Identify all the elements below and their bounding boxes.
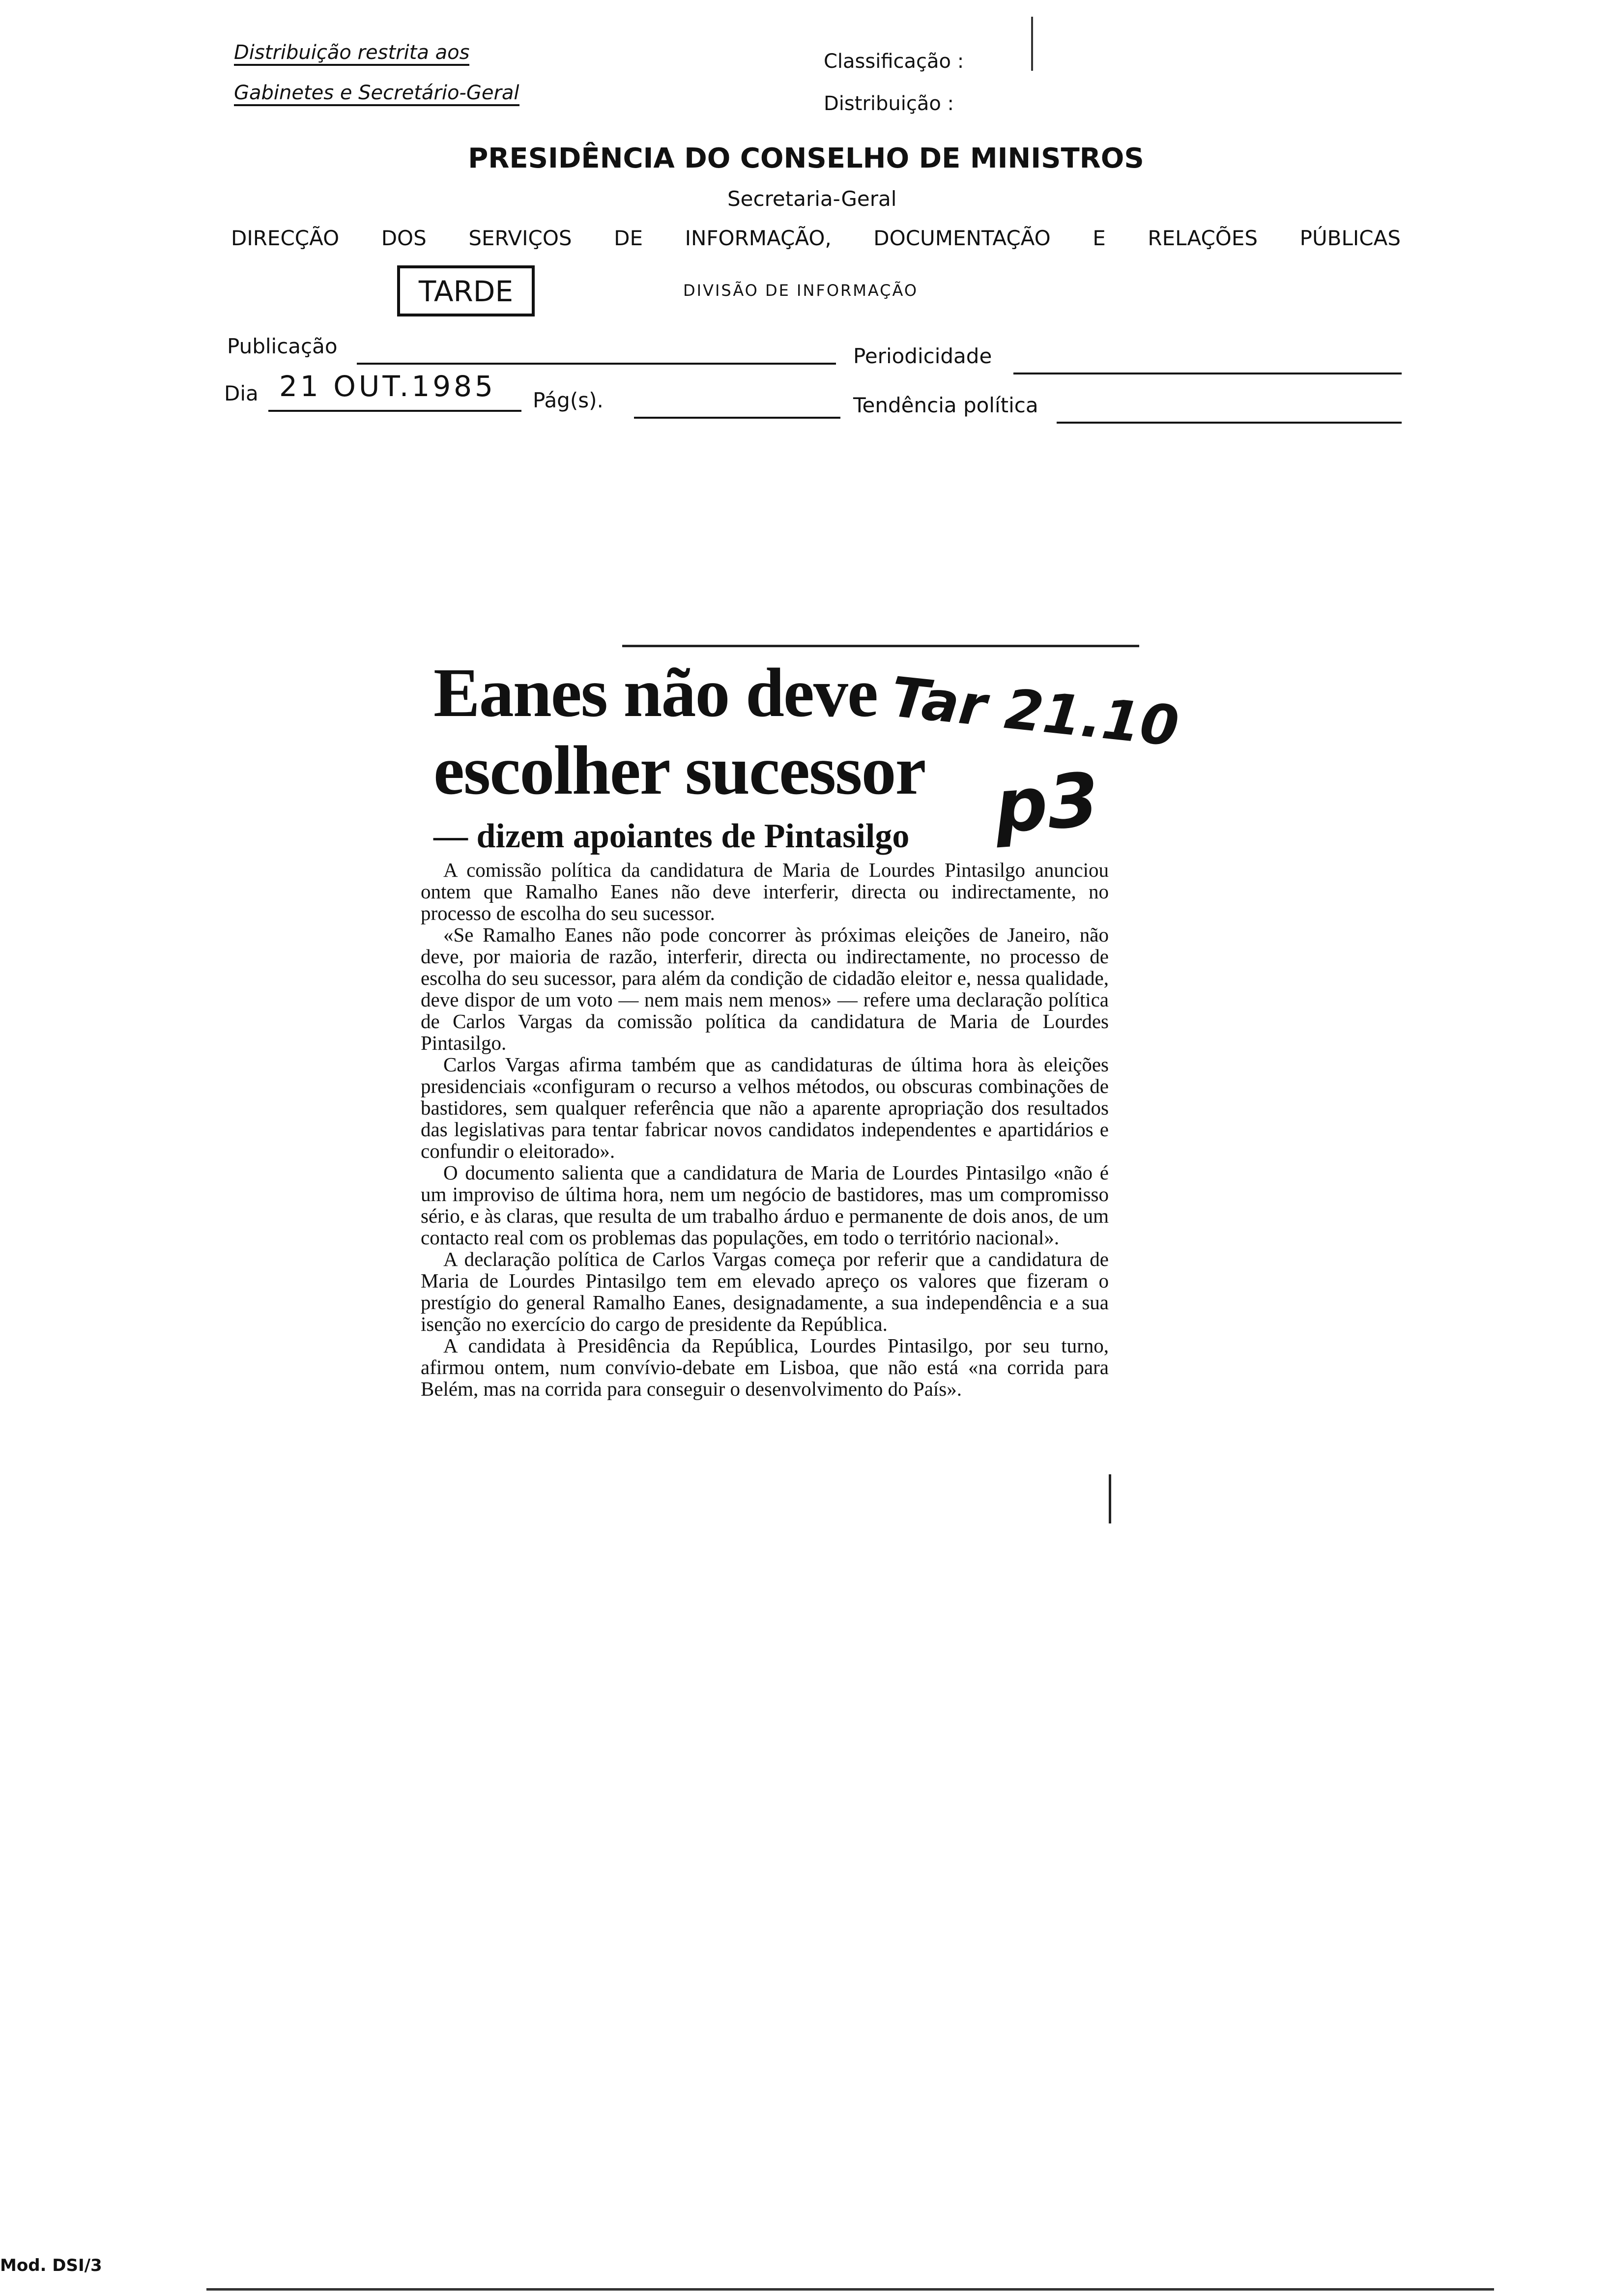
headline bbox=[433, 654, 925, 809]
tendencia-line bbox=[1057, 422, 1402, 424]
clipping-side-rule bbox=[1109, 1474, 1111, 1523]
footer-rule bbox=[206, 2288, 1494, 2291]
headline-line2: escolher sucessor bbox=[433, 731, 925, 809]
periodicidade-line bbox=[1013, 373, 1402, 374]
publicacao-line bbox=[357, 363, 836, 365]
distribution-note-line1: Distribuição restrita aos bbox=[234, 41, 469, 64]
pags-label: Pág(s). bbox=[533, 388, 604, 412]
tendencia-label: Tendência política bbox=[853, 393, 1038, 417]
dia-label: Dia bbox=[224, 381, 259, 405]
article-body bbox=[421, 859, 1109, 1400]
classificacao-label: Classificação : bbox=[824, 50, 964, 73]
article-paragraph-5: A declaração política de Carlos Vargas começa por referir que a candidatura de Maria de Lourdes Pintasilgo tem em elevado apreço os valores que fizeram o prestígio do general Ramalho Eanes, designadamente, a sua independência e a sua isenção no exercício do cargo de presidente da República. bbox=[421, 1248, 1109, 1335]
directorate: DIRECÇÃO DOS SERVIÇOS DE INFORMAÇÃO, DOCUMENTAÇÃO E RELAÇÕES PÚBLICAS bbox=[231, 226, 1401, 250]
dia-value: 21 OUT.1985 bbox=[279, 370, 496, 403]
subheadline: — dizem apoiantes de Pintasilgo bbox=[433, 817, 910, 855]
org-subtitle: Secretaria-Geral bbox=[727, 187, 897, 211]
headline-line1: Eanes não deve bbox=[433, 654, 877, 731]
margin-mark bbox=[1031, 17, 1033, 71]
dia-line bbox=[268, 410, 521, 412]
distribuicao-label: Distribuição : bbox=[824, 92, 954, 115]
distribution-note-line2: Gabinetes e Secretário-Geral bbox=[234, 82, 519, 104]
division-label: DIVISÃO DE INFORMAÇÃO bbox=[683, 281, 919, 300]
article-paragraph-2: «Se Ramalho Eanes não pode concorrer às próximas eleições de Janeiro, não deve, por maioria de razão, interferir, directa ou indirectamente, no processo de escolha do seu sucessor, para além da condição de cidadão eleitor e, nessa qualidade, deve dispor de um voto — nem mais nem menos» — refere uma declaração política de Carlos Vargas da comissão política da candidatura de Maria de Lourdes Pintasilgo. bbox=[421, 923, 1109, 1054]
article-paragraph-3: Carlos Vargas afirma também que as candidaturas de última hora às eleições presidenciais «configuram o recurso a velhos métodos, ou obscuras combinações de bastidores, sem qualquer referência que não a aparente apropriação dos resultados das legislativas para tentar fabricar novos candidatos independentes e apartidários e confundir o eleitorado». bbox=[421, 1053, 1109, 1162]
handwritten-page-note: p3 bbox=[992, 757, 1102, 850]
article-paragraph-6: A candidata à Presidência da República, Lourdes Pintasilgo, por seu turno, afirmou ontem, num convívio-debate em Lisboa, que não está «na corrida para Belém, mas na corrida para conseguir o desenvolvimento do País». bbox=[421, 1334, 1109, 1400]
handwritten-annotation: Tar 21.10 bbox=[888, 665, 1182, 759]
pags-line bbox=[634, 417, 840, 419]
form-code: Mod. DSI/3 bbox=[0, 2256, 102, 2275]
publicacao-label: Publicação bbox=[227, 334, 338, 358]
tarde-stamp: TARDE bbox=[397, 265, 535, 316]
article-paragraph-4: O documento salienta que a candidatura de Maria de Lourdes Pintasilgo «não é um improviso de última hora, nem um negócio de bastidores, mas um compromisso sério, e às claras, que resulta de um trabalho árduo e permanente de dois anos, de um contacto real com os problemas das populações, em todo o território nacional». bbox=[421, 1161, 1109, 1249]
periodicidade-label: Periodicidade bbox=[853, 344, 992, 368]
org-title: PRESIDÊNCIA DO CONSELHO DE MINISTROS bbox=[468, 143, 1144, 174]
clipping-top-rule bbox=[622, 645, 1139, 647]
article-paragraph-1: A comissão política da candidatura de Maria de Lourdes Pintasilgo anunciou ontem que Ramalho Eanes não deve interferir, directa ou indirectamente, no processo de escolha do seu sucessor. bbox=[421, 859, 1109, 924]
